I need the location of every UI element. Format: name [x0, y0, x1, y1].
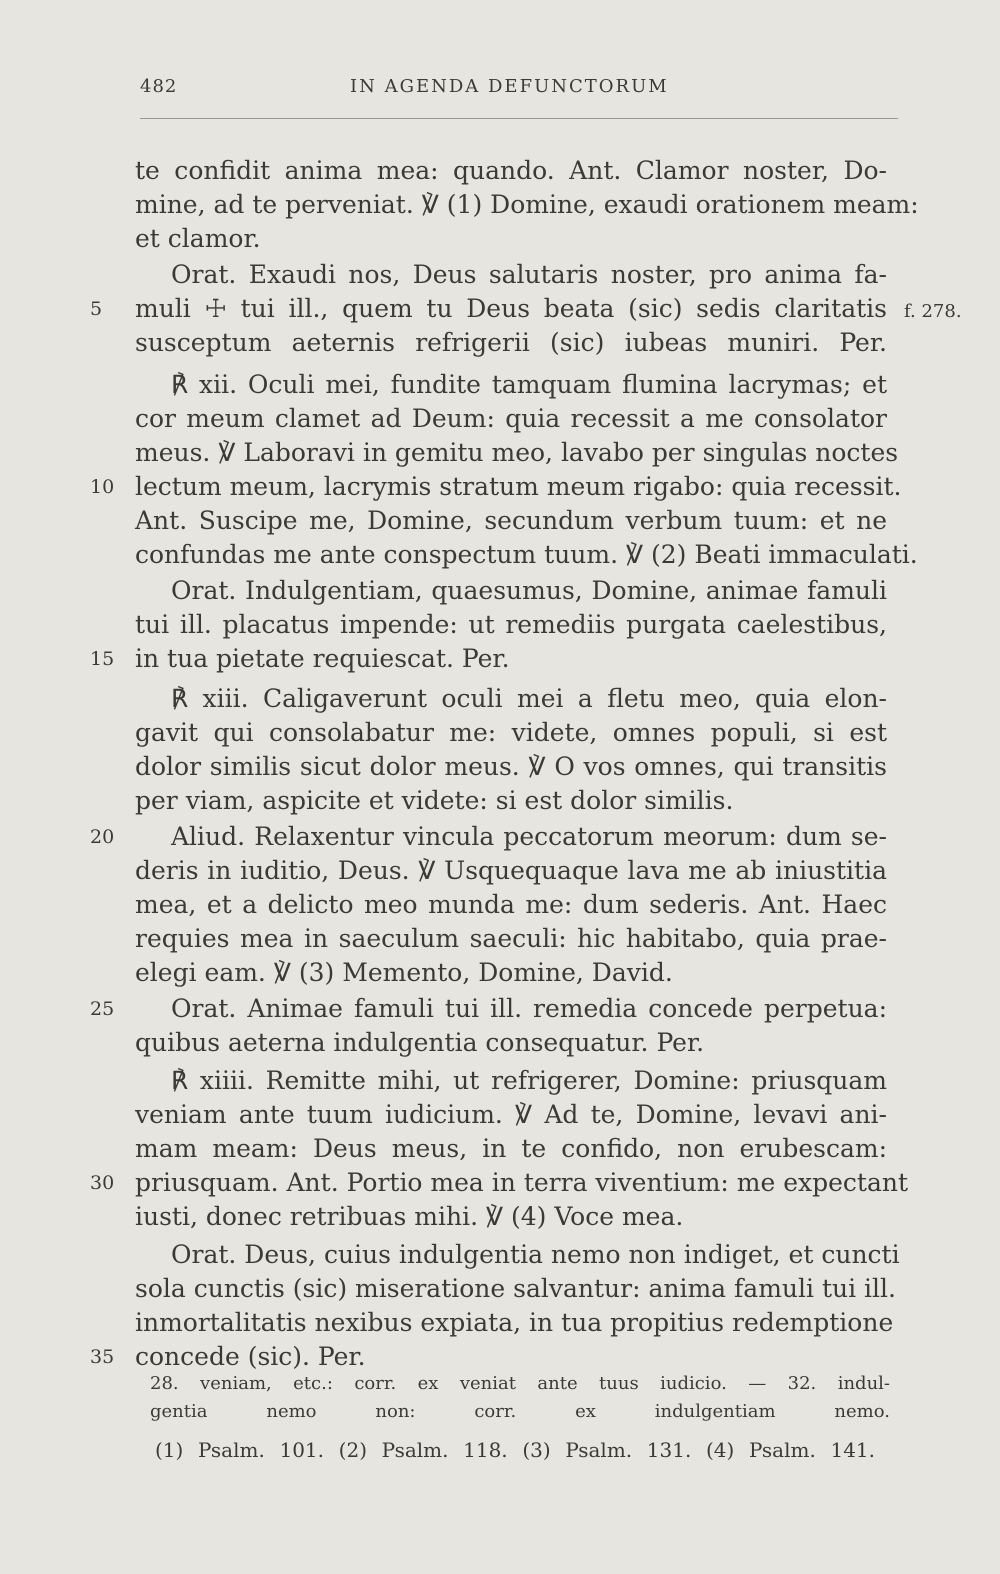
text-line: meus. ℣ Laboravi in gemitu meo, lavabo per singulas noctes — [135, 438, 899, 467]
text-line: ℟ xiii. Caligaverunt oculi mei a fletu meo, quia elon- — [171, 684, 887, 713]
text-line: per viam, aspicite et videte: si est dolor similis. — [135, 786, 734, 815]
text-line: muli ☩ tui ill., quem tu Deus beata (sic) sedis claritatis — [135, 294, 887, 323]
text-line: requies mea in saeculum saeculi: hic habitabo, quia prae- — [135, 924, 887, 953]
text-line: Orat. Animae famuli tui ill. remedia concede perpetua: — [171, 994, 887, 1023]
critical-note-line: gentia nemo non: corr. ex indulgentiam nemo. — [150, 1401, 890, 1422]
line-number: 5 — [90, 298, 103, 320]
line-number: 15 — [90, 648, 115, 670]
text-line: mam meam: Deus meus, in te confido, non erubescam: — [135, 1134, 887, 1163]
text-line: Orat. Indulgentiam, quaesumus, Domine, animae famuli — [171, 576, 887, 605]
text-line: Aliud. Relaxentur vincula peccatorum meorum: dum se- — [171, 822, 887, 851]
page-number: 482 — [140, 76, 178, 97]
text-line: in tua pietate requiescat. Per. — [135, 644, 510, 673]
line-number: 20 — [90, 826, 115, 848]
text-line: et clamor. — [135, 224, 261, 253]
running-head: IN AGENDA DEFUNCTORUM — [350, 76, 669, 97]
critical-apparatus — [150, 1370, 890, 1426]
line-number: 25 — [90, 998, 115, 1020]
text-line: Ant. Suscipe me, Domine, secundum verbum tuum: et ne — [135, 506, 887, 535]
text-line: susceptum aeternis refrigerii (sic) iubeas muniri. Per. — [135, 328, 887, 357]
text-line: concede (sic). Per. — [135, 1342, 366, 1371]
text-line: iusti, donec retribuas mihi. ℣ (4) Voce mea. — [135, 1202, 684, 1231]
text-line: confundas me ante conspectum tuum. ℣ (2) Beati immaculati. — [135, 540, 918, 569]
text-line: Orat. Deus, cuius indulgentia nemo non indiget, et cuncti — [171, 1240, 900, 1269]
text-line: quibus aeterna indulgentia consequatur. Per. — [135, 1028, 705, 1057]
text-line: tui ill. placatus impende: ut remediis purgata caelestibus, — [135, 610, 887, 639]
text-line: mea, et a delicto meo munda me: dum sederis. Ant. Haec — [135, 890, 887, 919]
text-line: ℟ xiiii. Remitte mihi, ut refrigerer, Domine: priusquam — [171, 1066, 887, 1095]
text-line: gavit qui consolabatur me: videte, omnes populi, si est — [135, 718, 887, 747]
psalm-references: (1) Psalm. 101. (2) Psalm. 118. (3) Psalm. 131. (4) Psalm. 141. — [155, 1438, 875, 1462]
text-line: Orat. Exaudi nos, Deus salutaris noster, pro anima fa- — [171, 260, 887, 289]
critical-note-line: 28. veniam, etc.: corr. ex veniat ante tuus iudicio. — 32. indul- — [150, 1373, 890, 1394]
text-line: priusquam. Ant. Portio mea in terra viventium: me expectant — [135, 1168, 909, 1197]
line-number: 30 — [90, 1172, 115, 1194]
text-line: te confidit anima mea: quando. Ant. Clamor noster, Do- — [135, 156, 887, 185]
text-line: cor meum clamet ad Deum: quia recessit a me consolator — [135, 404, 887, 433]
folio-margin-note: f. 278. — [904, 301, 962, 322]
line-number: 10 — [90, 476, 115, 498]
text-line: veniam ante tuum iudicium. ℣ Ad te, Domine, levavi ani- — [135, 1100, 887, 1129]
text-line: deris in iuditio, Deus. ℣ Usquequaque lava me ab iniustitia — [135, 856, 887, 885]
text-line: dolor similis sicut dolor meus. ℣ O vos omnes, qui transitis — [135, 752, 887, 781]
header-rule — [140, 118, 898, 119]
text-line: lectum meum, lacrymis stratum meum rigabo: quia recessit. — [135, 472, 902, 501]
text-line: inmortalitatis nexibus expiata, in tua propitius redemptione — [135, 1308, 894, 1337]
text-line: ℟ xii. Oculi mei, fundite tamquam flumina lacrymas; et — [171, 370, 887, 399]
text-line: mine, ad te perveniat. ℣ (1) Domine, exaudi orationem meam: — [135, 190, 919, 219]
text-line: sola cunctis (sic) miseratione salvantur: anima famuli tui ill. — [135, 1274, 896, 1303]
text-line: elegi eam. ℣ (3) Memento, Domine, David. — [135, 958, 673, 987]
line-number: 35 — [90, 1346, 115, 1368]
